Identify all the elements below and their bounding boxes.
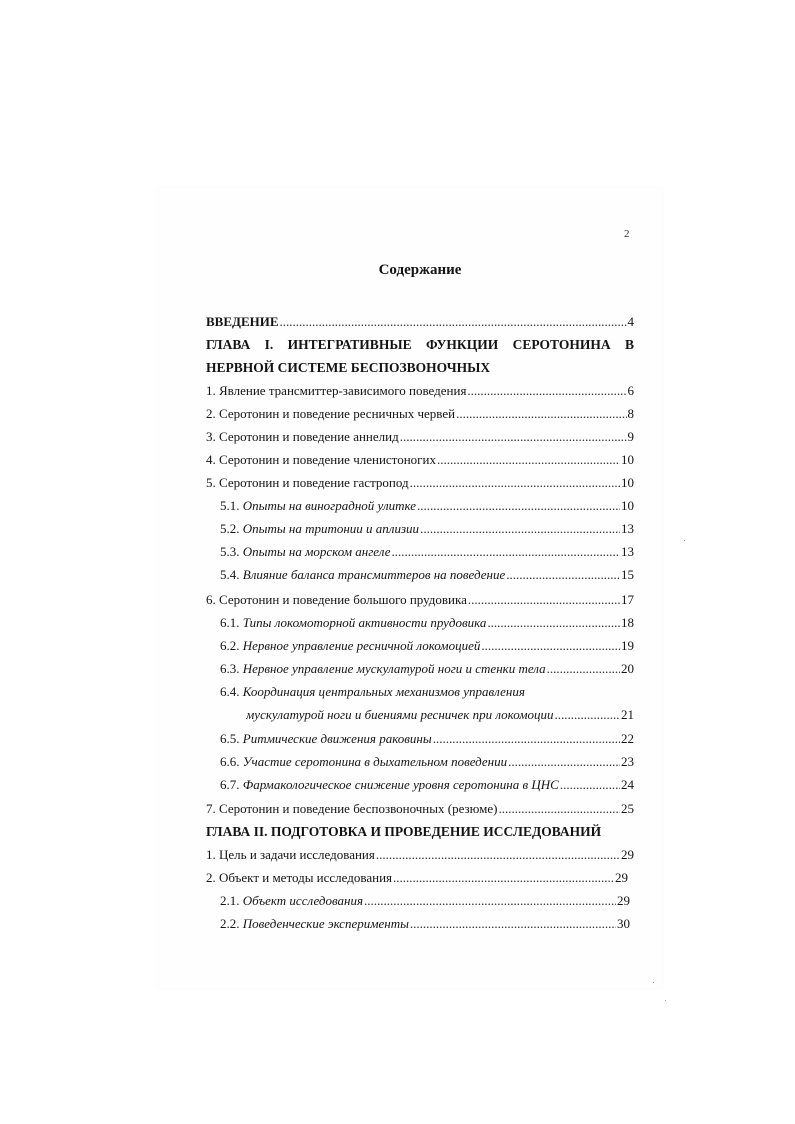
toc-entry xyxy=(206,846,634,864)
toc-leader-dots xyxy=(555,706,620,724)
page-number: 2 xyxy=(624,228,630,240)
toc-entry-number: 4. xyxy=(206,452,216,467)
toc-entry-label: Цель и задачи исследования xyxy=(219,847,375,862)
toc-entry-label: Нервное управление мускулатурой ноги и стенки тела xyxy=(242,661,546,676)
toc-entry xyxy=(206,591,634,609)
toc-entry-page: 13 xyxy=(621,544,634,559)
scan-speck xyxy=(665,1000,666,1001)
toc-entry-label: Объект и методы исследования xyxy=(219,870,393,885)
toc-entry-label: Поведенческие эксперименты xyxy=(242,916,409,931)
toc-entry-label: Серотонин и поведение ресничных червей xyxy=(219,406,456,421)
chapter-1-word: СЕРОТОНИНА xyxy=(512,337,611,352)
toc-entry xyxy=(206,800,634,818)
toc-subentry xyxy=(220,660,634,678)
toc-leader-dots xyxy=(410,474,620,492)
toc-entry-page: 10 xyxy=(621,452,634,467)
toc-subentry xyxy=(220,892,630,910)
chapter-1-word: ФУНКЦИИ xyxy=(425,337,499,352)
toc-entry-page: 23 xyxy=(621,754,634,769)
toc-entry-label: Серотонин и поведение членистоногих xyxy=(219,452,436,467)
toc-leader-dots xyxy=(392,543,620,561)
toc-leader-dots xyxy=(467,382,626,400)
toc-entry-label: Серотонин и поведение аннелид xyxy=(219,429,399,444)
toc-entry-label: Фармакологическое снижение уровня серотонина в ЦНС xyxy=(242,777,559,792)
toc-entry-label: Явление трансмиттер-зависимого поведения xyxy=(219,383,467,398)
toc-leader-dots xyxy=(547,660,620,678)
chapter-1-heading-line-1 xyxy=(206,334,634,356)
toc-entry-page: 15 xyxy=(621,567,634,582)
toc-leader-dots xyxy=(560,776,620,794)
toc-leader-dots xyxy=(376,846,620,864)
toc-entry xyxy=(206,869,628,887)
toc-entry-label: мускулатурой ноги и биениями ресничек при локомоции xyxy=(246,707,554,722)
toc-entry-number: 6.1. xyxy=(220,615,240,630)
toc-leader-dots xyxy=(420,520,620,538)
toc-leader-dots xyxy=(456,405,626,423)
toc-entry-page: 22 xyxy=(621,731,634,746)
toc-entry-number: 5.4. xyxy=(220,567,240,582)
toc-entry-page: 10 xyxy=(621,498,634,513)
toc-entry-number: 5. xyxy=(206,475,216,490)
toc-leader-dots xyxy=(506,566,620,584)
toc-entry-number: 6.7. xyxy=(220,777,240,792)
page-title: Содержание xyxy=(378,262,462,278)
toc-entry-page: 24 xyxy=(621,777,634,792)
toc-entry-number: 1. xyxy=(206,847,216,862)
toc-leader-dots xyxy=(468,591,620,609)
toc-subentry xyxy=(220,915,630,933)
toc-subentry xyxy=(220,543,634,561)
chapter-1-word: ГЛАВА xyxy=(206,337,251,352)
toc-entry-page: 10 xyxy=(621,475,634,490)
toc-leader-dots xyxy=(364,892,616,910)
toc-entry xyxy=(206,382,634,400)
toc-leader-dots xyxy=(393,869,614,887)
toc-entry-page: 13 xyxy=(621,521,634,536)
toc-entry-page: 21 xyxy=(621,707,634,722)
toc-entry-page: 17 xyxy=(621,592,634,607)
toc-entry-label: Серотонин и поведение беспозвоночных (резюме) xyxy=(219,801,498,816)
toc-entry-label: Опыты на тритонии и аплизии xyxy=(242,521,420,536)
toc-entry xyxy=(206,428,634,446)
toc-entry-number: 3. xyxy=(206,429,216,444)
chapter-1-word: I. xyxy=(264,337,274,352)
toc-entry-number: 5.2. xyxy=(220,521,240,536)
toc-entry-page: 6 xyxy=(627,383,634,398)
toc-entry-number: 5.1. xyxy=(220,498,240,513)
toc-entry xyxy=(206,405,634,423)
toc-entry-number: 6.4. xyxy=(220,684,240,699)
toc-entry-number: 2.2. xyxy=(220,916,240,931)
toc-entry-page: 19 xyxy=(621,638,634,653)
toc-leader-dots xyxy=(499,800,620,818)
toc-entry-number: 6.5. xyxy=(220,731,240,746)
toc-entry-number: 2. xyxy=(206,870,216,885)
toc-entry-page: 4 xyxy=(627,314,634,329)
chapter-1-heading-line-2: НЕРВНОЙ СИСТЕМЕ БЕСПОЗВОНОЧНЫХ xyxy=(206,360,491,375)
toc-entry-number: 5.3. xyxy=(220,544,240,559)
toc-leader-dots xyxy=(400,428,627,446)
toc-entry-label: Объект исследования xyxy=(242,893,364,908)
toc-entry-label: Координация центральных механизмов управления xyxy=(242,684,525,699)
chapter-2-heading: ГЛАВА II. ПОДГОТОВКА И ПРОВЕДЕНИЕ ИССЛЕДОВАНИЙ xyxy=(206,824,602,839)
toc-entry-label: Ритмические движения раковины xyxy=(242,731,432,746)
toc-entry-number: 2. xyxy=(206,406,216,421)
toc-entry-label: Опыты на виноградной улитке xyxy=(242,498,417,513)
toc-entry-label: Опыты на морском ангеле xyxy=(242,544,391,559)
toc-entry-page: 29 xyxy=(617,893,630,908)
toc-subentry xyxy=(220,683,634,701)
toc-leader-dots xyxy=(280,313,627,331)
toc-entry-page: 29 xyxy=(615,870,628,885)
toc-entry-number: 6.6. xyxy=(220,754,240,769)
toc-leader-dots xyxy=(481,637,620,655)
chapter-1-word: ИНТЕГРАТИВНЫЕ xyxy=(287,337,412,352)
toc-entry-label: Серотонин и поведение большого прудовика xyxy=(219,592,467,607)
toc-entry-label: Типы локомоторной активности прудовика xyxy=(242,615,487,630)
toc-leader-dots xyxy=(437,451,620,469)
toc-leader-dots xyxy=(433,730,620,748)
toc-subentry xyxy=(220,566,634,584)
toc-subentry xyxy=(220,520,634,538)
toc-leader-dots xyxy=(487,614,620,632)
toc-subentry xyxy=(220,730,634,748)
scan-speck xyxy=(684,540,685,541)
toc-leader-dots xyxy=(508,753,620,771)
toc-subentry xyxy=(220,497,634,515)
toc-entry-number: 1. xyxy=(206,383,216,398)
toc-entry-number: 6.3. xyxy=(220,661,240,676)
toc-entry-number: 2.1. xyxy=(220,893,240,908)
toc-entry-page: 29 xyxy=(621,847,634,862)
toc-entry-page: 25 xyxy=(621,801,634,816)
toc-subentry xyxy=(220,753,634,771)
toc-subentry xyxy=(220,614,634,632)
toc-entry-label: Влияние баланса трансмиттеров на поведение xyxy=(242,567,506,582)
toc-entry-label: Участие серотонина в дыхательном поведении xyxy=(242,754,508,769)
toc-entry xyxy=(206,474,634,492)
toc-leader-dots xyxy=(410,915,616,933)
toc-entry xyxy=(206,451,634,469)
toc-entry-page: 30 xyxy=(617,916,630,931)
toc-entry-number: 7. xyxy=(206,801,216,816)
toc-entry-page: 18 xyxy=(621,615,634,630)
toc-subentry-continuation xyxy=(246,706,634,724)
toc-subentry xyxy=(220,637,634,655)
toc-leader-dots xyxy=(417,497,620,515)
toc-entry-page: 20 xyxy=(621,661,634,676)
toc-entry-page: 8 xyxy=(627,406,634,421)
chapter-1-word: В xyxy=(624,337,634,352)
scan-speck xyxy=(653,982,654,983)
toc-entry-page: 9 xyxy=(627,429,634,444)
toc-entry-number: 6. xyxy=(206,592,216,607)
toc-entry-intro xyxy=(206,313,634,331)
toc-entry-number: 6.2. xyxy=(220,638,240,653)
toc-entry-label: ВВЕДЕНИЕ xyxy=(206,314,279,329)
toc-subentry xyxy=(220,776,634,794)
toc-entry-label: Серотонин и поведение гастропод xyxy=(219,475,409,490)
toc-entry-label: Нервное управление ресничной локомоцией xyxy=(242,638,481,653)
